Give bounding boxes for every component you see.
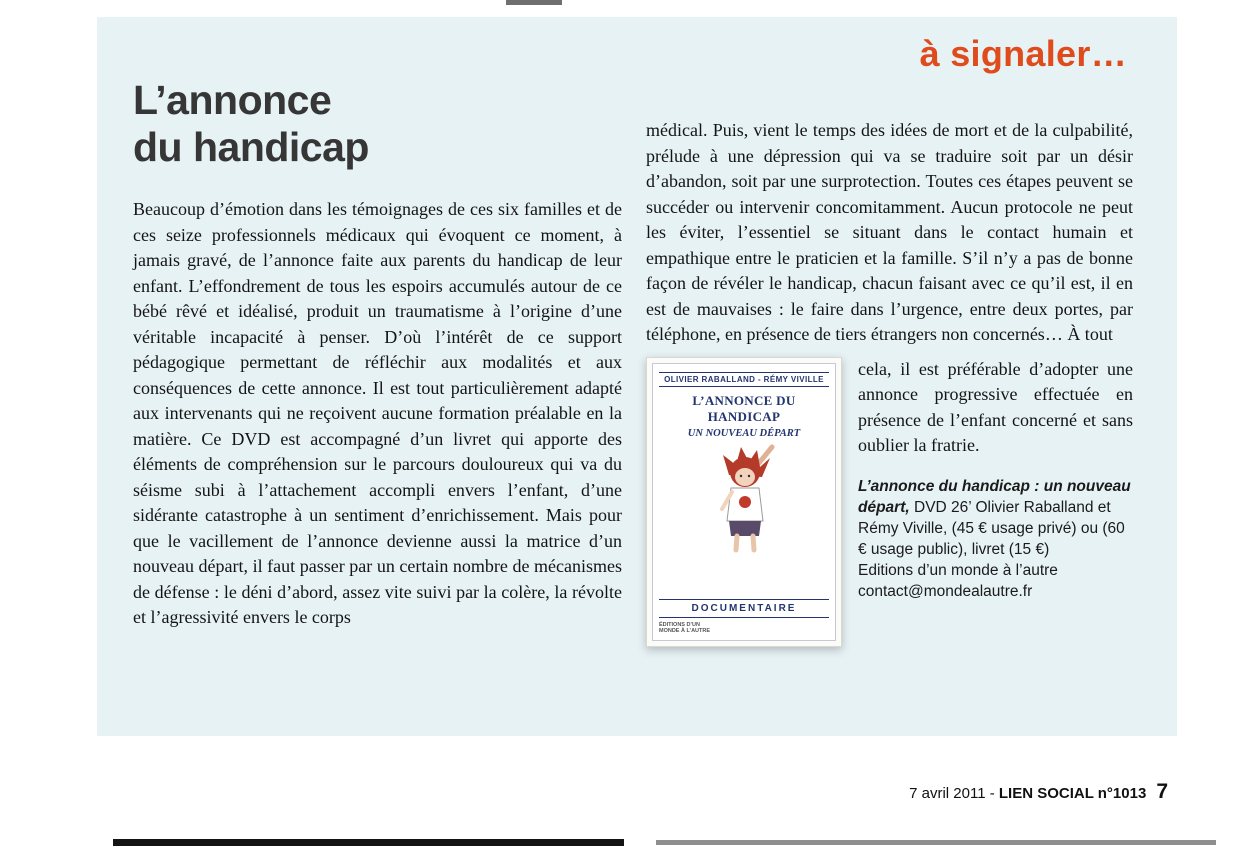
scan-artifact-bottom-left <box>113 839 624 846</box>
article-title-line1: L’annonce <box>133 77 332 123</box>
media-row <box>646 357 1133 647</box>
dvd-cover <box>652 363 836 641</box>
dvd-cover-photo <box>646 357 842 647</box>
caption-credits <box>858 476 1133 560</box>
article-right-column <box>646 118 1133 647</box>
article-title <box>133 77 369 171</box>
dvd-authors: OLIVIER RABALLAND - RÉMY VIVILLE <box>659 372 829 387</box>
right-sub-column <box>858 357 1133 647</box>
caption-title: L’annonce du handicap : un nouveau départ, <box>858 477 1131 516</box>
page-footer <box>0 780 1168 804</box>
article-right-paragraph: médical. Puis, vient le temps des idées de mort et de la culpabilité, prélude à une dépression qui va se traduire soit par un désir d’abandon, soit par une surprotection. Toutes ces étapes peuvent se succéder ou intervenir concomitamment. Aucun protocole ne peut les éviter, l’essentiel se situant dans le contact humain et empathique entre le praticien et la famille. S’il n’y a pas de bonne façon de révéler le handicap, chacun faisant avec ce qu’il est, il en est de mauvaises : le faire dans l’urgence, entre deux portes, par téléphone, en présence de tiers étrangers non concernés… À tout <box>646 120 1133 344</box>
dvd-subtitle: UN NOUVEAU DÉPART <box>687 427 801 439</box>
footer-date: 7 avril 2011 - <box>909 785 999 802</box>
scan-artifact-top <box>506 0 562 5</box>
dvd-title: L’ANNONCE DU HANDICAP <box>692 392 796 424</box>
girl-illustration-icon <box>696 443 792 553</box>
article-wrap-text: cela, il est préférable d’adopter une annonce progressive effectuée en présence de l’enfant concerné et sans oublier la fratrie. <box>858 358 1133 455</box>
dvd-publisher-logo: ÉDITIONS D’UN MONDE À L’AUTRE <box>659 621 711 634</box>
caption-contact-email: contact@mondealautre.fr <box>858 582 1033 600</box>
magazine-page <box>97 17 1177 736</box>
footer-magazine-name: LIEN SOCIAL n°1013 <box>998 785 1147 802</box>
caption-publisher: Editions d’un monde à l’autre <box>858 561 1058 579</box>
section-header: à signaler… <box>919 33 1127 74</box>
article-title-line2: du handicap <box>133 124 369 170</box>
dvd-genre-band: DOCUMENTAIRE <box>659 599 829 618</box>
dvd-caption <box>858 476 1133 602</box>
article-left-column: Beaucoup d’émotion dans les témoignages de ces six familles et de ces seize professionnels médicaux qui évoquent ce moment, à jamais gravé, de l’annonce faite aux parents du handicap de leur enfant. L’effondrement de tous les espoirs accumulés autour de ce bébé rêvé et idéalisé, produit un traumatisme à l’origine d’une véritable incapacité à penser. D’où l’intérêt de ce support pédagogique permettant de réfléchir aux modalités et aux conséquences de cette annonce. Il est tout particulièrement adapté aux intervenants qui ne reçoivent aucune formation préalable en la matière. Ce DVD est accompagné d’un livret qui apporte des éléments de compréhension sur le parcours douloureux qui va du séisme subi à l’attachement accompli envers l’enfant, d’une sidérante catastrophe à un sentiment d’enrichissement. Mais pour que le vacillement de l’annonce devienne aussi la matrice d’un nouveau départ, il faut passer par un certain nombre de mécanismes de défense : le déni d’abord, assez vite suivi par la colère, la révolte et l’agressivité envers le corps <box>133 199 622 627</box>
caption-details: DVD 26’ Olivier Raballand et Rémy Viville, (45 € usage privé) ou (60 € usage public), livret (15 €) <box>858 498 1125 558</box>
scan-artifact-bottom-right <box>656 840 1216 845</box>
footer-page-number: 7 <box>1156 780 1168 803</box>
